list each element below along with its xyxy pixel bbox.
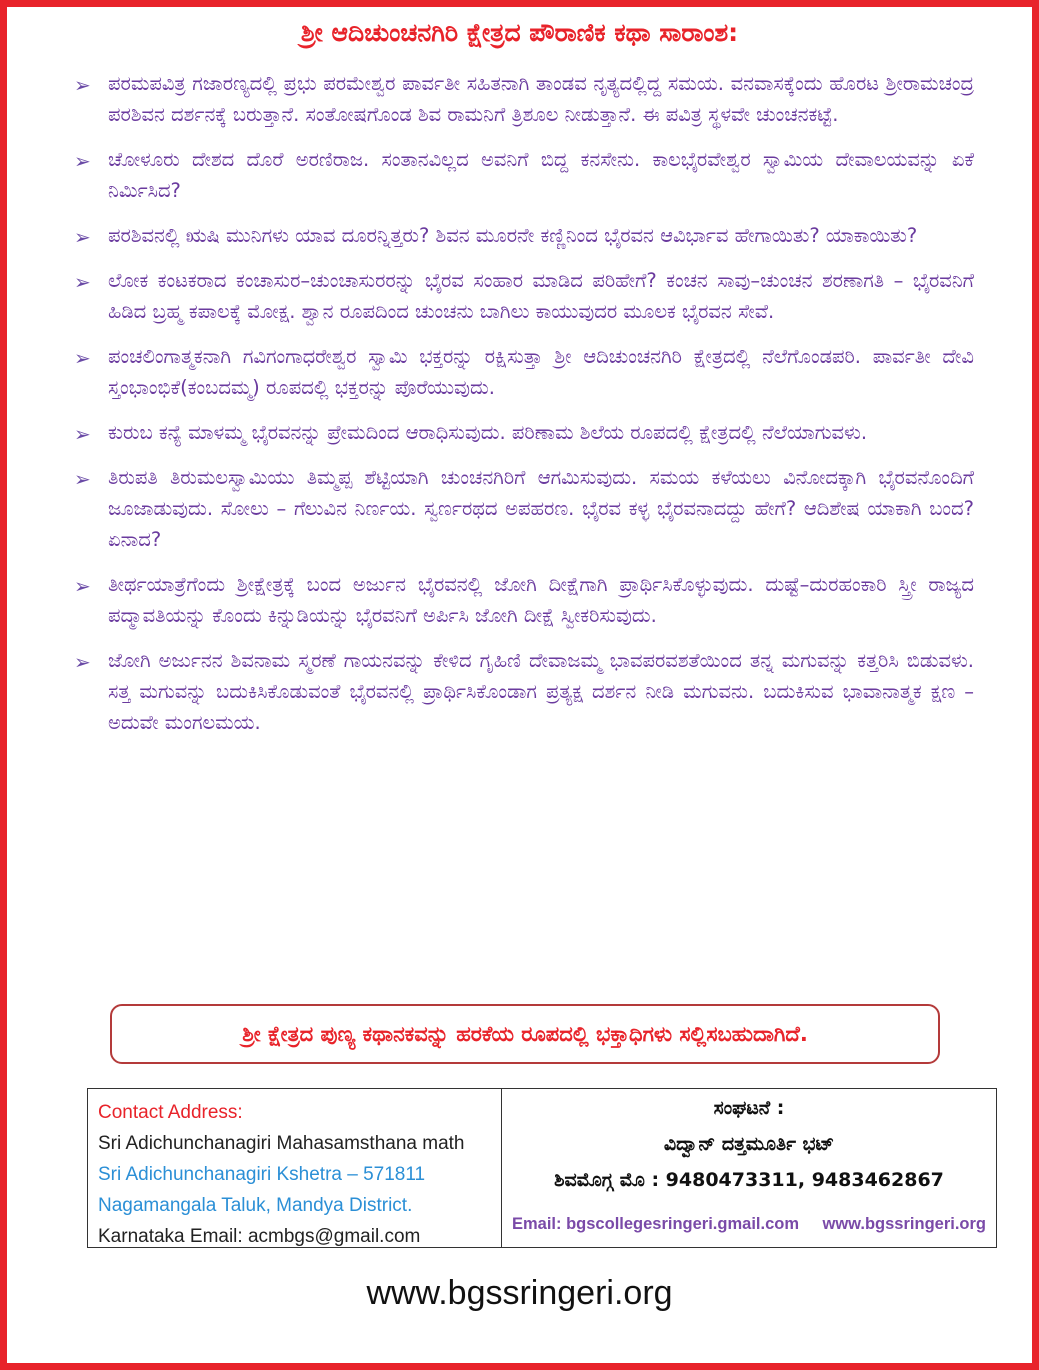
page-title: ಶ್ರೀ ಆದಿಚುಂಚನಗಿರಿ ಕ್ಷೇತ್ರದ ಪೌರಾಣಿಕ ಕಥಾ ಸಾರಾಂಶ: (300, 18, 739, 47)
list-item-text: ಲೋಕ ಕಂಟಕರಾದ ಕಂಚಾಸುರ–ಚುಂಚಾಸುರರನ್ನು ಭೈರವ ಸಂಹಾರ ಮಾಡಿದ ಪರಿಹೇಗೆ? ಕಂಚನ ಸಾವು–ಚುಂಚನ ಶರಣಾಗತಿ – ಭೈರವನಿಗೆ ಹಿಡಿದ ಬ್ರಹ್ಮ ಕಪಾಲಕ್ಕೆ ಮೋಕ್ಷ. ಶ್ವಾನ ರೂಪದಿಂದ ಚುಂಚನು ಬಾಗಿಲು ಕಾಯುವುದರ ಮೂಲಕ ಭೈರವನ ಸೇವೆ. (108, 269, 974, 323)
list-item (74, 68, 974, 130)
list-item (74, 569, 974, 631)
list-item (74, 341, 974, 403)
contact-line: Nagamangala Taluk, Mandya District. (98, 1195, 413, 1216)
list-item (74, 265, 974, 327)
arrow-icon: ➢ (74, 225, 91, 249)
organizer-email[interactable]: Email: bgscollegesringeri.gmail.com (512, 1215, 800, 1233)
contact-heading: Contact Address: (98, 1102, 243, 1123)
arrow-icon: ➢ (74, 467, 91, 491)
footer-url[interactable]: www.bgssringeri.org (366, 1274, 673, 1312)
arrow-icon: ➢ (74, 422, 91, 446)
list-item-text: ಜೋಗಿ ಅರ್ಜುನನ ಶಿವನಾಮ ಸ್ಮರಣೆ ಗಾಯನವನ್ನು ಕೇಳಿದ ಗೃಹಿಣಿ ದೇವಾಜಮ್ಮ ಭಾವಪರವಶತೆಯಿಂದ ತನ್ನ ಮಗುವನ್ನು ಕತ್ತರಿಸಿ ಬಿಡುವಳು. ಸತ್ತ ಮಗುವನ್ನು ಬದುಕಿಸಿಕೊಡುವಂತೆ ಭೈರವನಲ್ಲಿ ಪ್ರಾರ್ಥಿಸಿಕೊಂಡಾಗ ಪ್ರತ್ಯಕ್ಷ ದರ್ಶನ ನೀಡಿ ಮಗುವನು. ಬದುಕಿಸುವ ಭಾವಾನಾತ್ಮಕ ಕ್ಷಣ – ಅದುವೇ ಮಂಗಲಮಯ. (108, 649, 974, 734)
list-item (74, 220, 974, 251)
organizer-label: ಸಂಘಟನೆ : (713, 1097, 785, 1119)
organizer-name: ವಿದ್ವಾನ್ ದತ್ತಮೂರ್ತಿ ಭಟ್ (663, 1133, 835, 1155)
contact-line: Sri Adichunchanagiri Mahasamsthana math (98, 1133, 465, 1154)
arrow-icon: ➢ (74, 73, 91, 97)
list-item-text: ಚೋಳೂರು ದೇಶದ ದೊರೆ ಅರಣಿರಾಜ. ಸಂತಾನವಿಲ್ಲದ ಅವನಿಗೆ ಬಿದ್ದ ಕನಸೇನು. ಕಾಲಭೈರವೇಶ್ವರ ಸ್ವಾಮಿಯ ದೇವಾಲಯವನ್ನು ಏಕೆ ನಿರ್ಮಿಸಿದ? (108, 148, 974, 202)
list-item (74, 144, 974, 206)
arrow-icon: ➢ (74, 650, 91, 674)
arrow-icon: ➢ (74, 270, 91, 294)
list-item (74, 462, 974, 555)
contact-box (87, 1088, 997, 1248)
arrow-icon: ➢ (74, 574, 91, 598)
contact-line: Karnataka Email: acmbgs@gmail.com (98, 1226, 421, 1247)
organizer-phone: ಶಿವಮೊಗ್ಗ ಮೊ : 9480473311, 9483462867 (554, 1169, 944, 1191)
story-list (74, 68, 974, 752)
organizer-block (502, 1089, 996, 1247)
organizer-website[interactable]: www.bgssringeri.org (822, 1215, 986, 1233)
list-item-text: ತಿರುಪತಿ ತಿರುಮಲಸ್ವಾಮಿಯು ತಿಮ್ಮಪ್ಪ ಶೆಟ್ಟಿಯಾಗಿ ಚುಂಚನಗಿರಿಗೆ ಆಗಮಿಸುವುದು. ಸಮಯ ಕಳೆಯಲು ವಿನೋದಕ್ಕಾಗಿ ಭೈರವನೊಂದಿಗೆ ಜೂಜಾಡುವುದು. ಸೋಲು – ಗೆಲುವಿನ ನಿರ್ಣಯ. ಸ್ವರ್ಣರಥದ ಅಪಹರಣ. ಭೈರವ ಕಳ್ಳ ಭೈರವನಾದದ್ದು ಹೇಗೆ? ಆದಿಶೇಷ ಯಾಕಾಗಿ ಬಂದ? ಏನಾದ? (108, 466, 974, 551)
list-item (74, 417, 974, 448)
organizer-links (512, 1215, 986, 1234)
list-item-text: ಕುರುಬ ಕನ್ಯೆ ಮಾಳಮ್ಮ ಭೈರವನನ್ನು ಪ್ರೇಮದಿಂದ ಆರಾಧಿಸುವುದು. ಪರಿಣಾಮ ಶಿಲೆಯ ರೂಪದಲ್ಲಿ ಕ್ಷೇತ್ರದಲ್ಲಿ ನೆಲೆಯಾಗುವಳು. (108, 421, 868, 444)
list-item-text: ತೀರ್ಥಯಾತ್ರೆಗೆಂದು ಶ್ರೀಕ್ಷೇತ್ರಕ್ಕೆ ಬಂದ ಅರ್ಜುನ ಭೈರವನಲ್ಲಿ ಜೋಗಿ ದೀಕ್ಷೆಗಾಗಿ ಪ್ರಾರ್ಥಿಸಿಕೊಳ್ಳುವುದು. ದುಷ್ಟೆ–ದುರಹಂಕಾರಿ ಸ್ತ್ರೀ ರಾಜ್ಯದ ಪದ್ಮಾವತಿಯನ್ನು ಕೊಂದು ಕಿನ್ನುಡಿಯನ್ನು ಭೈರವನಿಗೆ ಅರ್ಪಿಸಿ ಜೋಗಿ ದೀಕ್ಷೆ ಸ್ವೀಕರಿಸುವುದು. (108, 573, 974, 627)
offering-banner: ಶ್ರೀ ಕ್ಷೇತ್ರದ ಪುಣ್ಯ ಕಥಾನಕವನ್ನು ಹರಕೆಯ ರೂಪದಲ್ಲಿ ಭಕ್ತಾಧಿಗಳು ಸಲ್ಲಿಸಬಹುದಾಗಿದೆ. (110, 1004, 940, 1064)
contact-address (88, 1089, 502, 1247)
list-item (74, 645, 974, 738)
arrow-icon: ➢ (74, 346, 91, 370)
list-item-text: ಪರಮಪವಿತ್ರ ಗಜಾರಣ್ಯದಲ್ಲಿ ಪ್ರಭು ಪರಮೇಶ್ವರ ಪಾರ್ವತೀ ಸಹಿತನಾಗಿ ತಾಂಡವ ನೃತ್ಯದಲ್ಲಿದ್ದ ಸಮಯ. ವನವಾಸಕ್ಕೆಂದು ಹೊರಟ ಶ್ರೀರಾಮಚಂದ್ರ ಪರಶಿವನ ದರ್ಶನಕ್ಕೆ ಬರುತ್ತಾನೆ. ಸಂತೋಷಗೊಂಡ ಶಿವ ರಾಮನಿಗೆ ತ್ರಿಶೂಲ ನೀಡುತ್ತಾನೆ. ಈ ಪವಿತ್ರ ಸ್ಥಳವೇ ಚುಂಚನಕಟ್ಟೆ. (108, 72, 974, 126)
list-item-text: ಪರಶಿವನಲ್ಲಿ ಋಷಿ ಮುನಿಗಳು ಯಾವ ದೂರನ್ನಿತ್ತರು? ಶಿವನ ಮೂರನೇ ಕಣ್ಣಿನಿಂದ ಭೈರವನ ಆವಿರ್ಭಾವ ಹೇಗಾಯಿತು? ಯಾಕಾಯಿತು? (108, 224, 918, 247)
contact-line: Sri Adichunchanagiri Kshetra – 571811 (98, 1164, 426, 1185)
list-item-text: ಪಂಚಲಿಂಗಾತ್ಮಕನಾಗಿ ಗವಿಗಂಗಾಧರೇಶ್ವರ ಸ್ವಾಮಿ ಭಕ್ತರನ್ನು ರಕ್ಷಿಸುತ್ತಾ ಶ್ರೀ ಆದಿಚುಂಚನಗಿರಿ ಕ್ಷೇತ್ರದಲ್ಲಿ ನೆಲೆಗೊಂಡಪರಿ. ಪಾರ್ವತೀ ದೇವಿ ಸ್ತಂಭಾಂಭಿಕೆ(ಕಂಬದಮ್ಮ) ರೂಪದಲ್ಲಿ ಭಕ್ತರನ್ನು ಪೊರೆಯುವುದು. (108, 345, 974, 399)
arrow-icon: ➢ (74, 149, 91, 173)
